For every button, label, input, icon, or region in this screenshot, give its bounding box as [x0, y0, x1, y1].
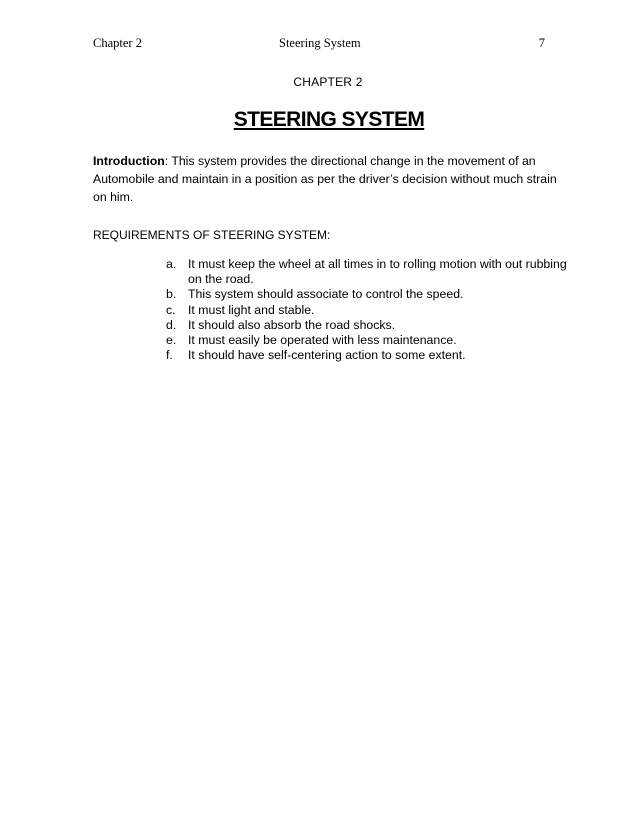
list-item: [166, 348, 576, 363]
list-item: [166, 257, 576, 287]
requirements-heading: REQUIREMENTS OF STEERING SYSTEM:: [93, 228, 331, 242]
list-item: [166, 318, 576, 333]
header-section-title: Steering System: [279, 36, 361, 50]
intro-paragraph: [93, 152, 573, 206]
intro-text: This system provides the directional change in the movement of an Automobile and maintain in a position as per the driver’s decision without much strain on him.: [93, 154, 557, 204]
list-marker: d.: [166, 317, 177, 332]
list-item: [166, 333, 576, 348]
list-item: [166, 287, 576, 302]
running-header: [93, 36, 545, 54]
intro-label: Introduction: [93, 154, 165, 168]
intro-separator: :: [164, 154, 169, 168]
list-item-text: It must keep the wheel at all times in to rolling motion with out rubbing on the road.: [188, 257, 567, 287]
list-marker: b.: [166, 287, 177, 302]
header-page-number: 7: [538, 36, 545, 50]
list-item-text: It must light and stable.: [188, 302, 315, 317]
list-item-text: It should also absorb the road shocks.: [188, 317, 396, 332]
list-marker: e.: [166, 333, 177, 348]
page-title: STEERING SYSTEM: [233, 108, 425, 131]
list-item-text: It must easily be operated with less maintenance.: [188, 333, 457, 348]
chapter-label: CHAPTER 2: [293, 75, 363, 89]
list-item-text: This system should associate to control the speed.: [188, 287, 464, 302]
list-marker: a.: [166, 257, 177, 271]
list-item: [166, 303, 576, 318]
list-marker: f.: [166, 348, 173, 363]
requirements-list: [166, 257, 576, 363]
list-marker: c.: [166, 302, 176, 317]
list-item-text: It should have self-centering action to some extent.: [188, 348, 466, 363]
header-chapter: Chapter 2: [93, 36, 142, 50]
